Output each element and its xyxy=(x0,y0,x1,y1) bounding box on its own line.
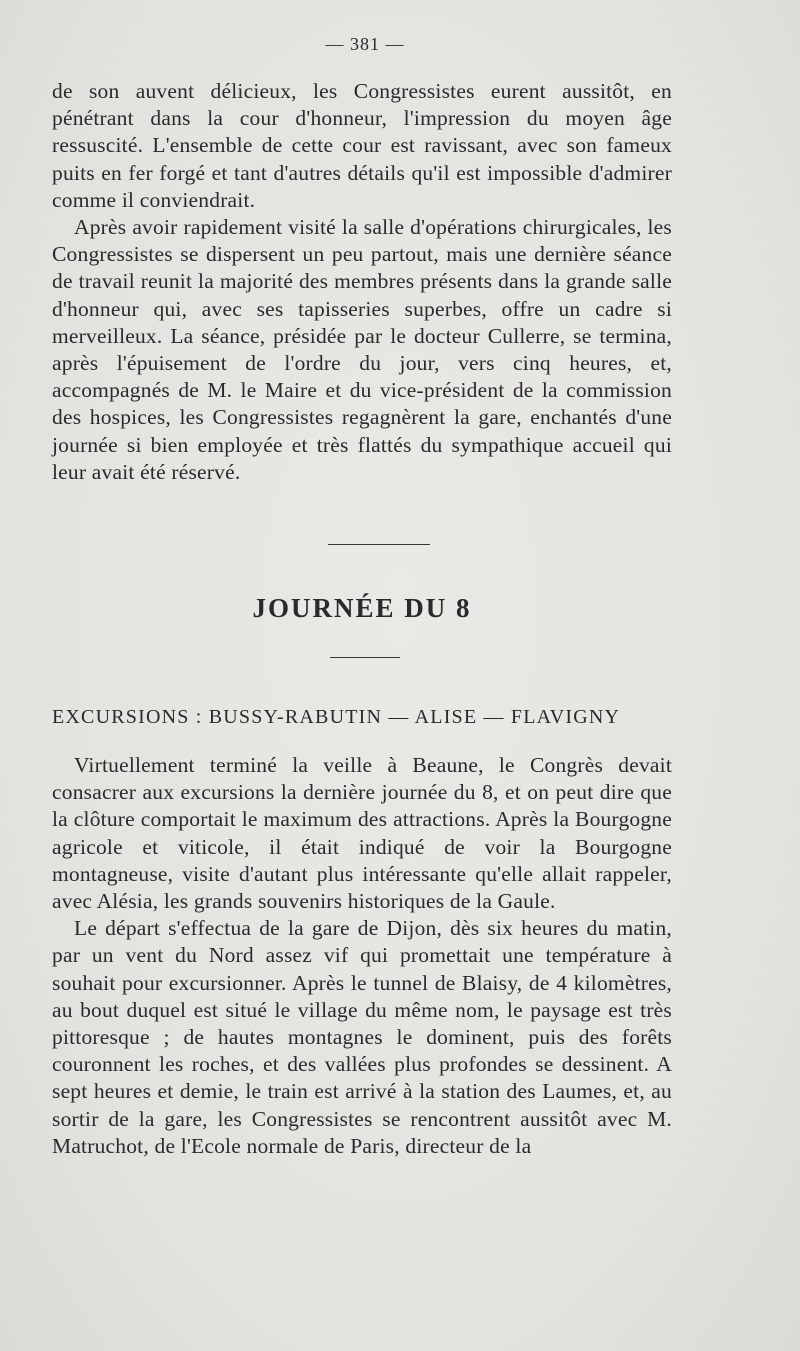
paragraph-3: Virtuellement terminé la veille à Beaune, le Congrès devait consacrer aux excursions la dernière journée du 8, et on peut dire que la clôture comportait le maximum des attractions. Après la Bourgogne agricole et viticole, il était indiqué de voir la Bourgogne montagneuse, visite d'autant plus intéressante qu'elle allait rappeler, avec Alésia, les grands souvenirs historiques de la Gaule. xyxy=(52,753,672,914)
paragraph-2: Après avoir rapidement visité la salle d'opérations chirurgicales, les Congressistes se dispersent un peu partout, mais une dernière séance de travail reunit la majorité des membres présents dans la grande salle d'honneur qui, avec ses tapisseries superbes, offre un cadre si merveilleux. La séance, présidée par le docteur Cullerre, se termina, après l'épuisement de l'ordre du jour, vers cinq heures, et, accompagnés de M. le Maire et du vice-président de la commission des hospices, les Congressistes regagnèrent la gare, enchantés d'une journée si bien employée et très flattés du sympathique accueil qui leur avait été réservé. xyxy=(52,215,672,484)
section-title: JOURNÉE DU 8 xyxy=(252,593,472,623)
section-rule-top xyxy=(328,544,430,545)
section-subtitle-text: EXCURSIONS : BUSSY-RABUTIN — ALISE — FLAVIGNY xyxy=(52,706,621,728)
paragraph-4: Le départ s'effectua de la gare de Dijon, dès six heures du matin, par un vent du Nord assez vif qui promettait une température à souhait pour excursionner. Après le tunnel de Blaisy, de 4 kilomètres, au bout duquel est situé le village du même nom, le paysage est très pittoresque ; de hautes montagnes le dominent, puis des forêts couronnent les roches, et des vallées plus profondes se dessinent. A sept heures et demie, le train est arrivé à la station des Laumes, et, au sortir de la gare, les Congressistes se rencontrent aussitôt avec M. Matruchot, de l'Ecole normale de Paris, directeur de la xyxy=(52,916,672,1158)
section-subtitle xyxy=(52,706,686,729)
lower-text-block xyxy=(52,752,672,1160)
paragraph-1: de son auvent délicieux, les Congressistes eurent aussitôt, en pénétrant dans la cour d'honneur, l'impression du moyen âge ressuscité. L'ensemble de cette cour est ravissant, avec son fameux puits en fer forgé et tant d'autres détails qu'il est impossible d'admirer comme il conviendrait. xyxy=(52,79,672,212)
upper-text-block xyxy=(52,78,672,486)
page-number: — 381 — xyxy=(325,34,405,54)
section-rule-bottom xyxy=(330,657,400,658)
